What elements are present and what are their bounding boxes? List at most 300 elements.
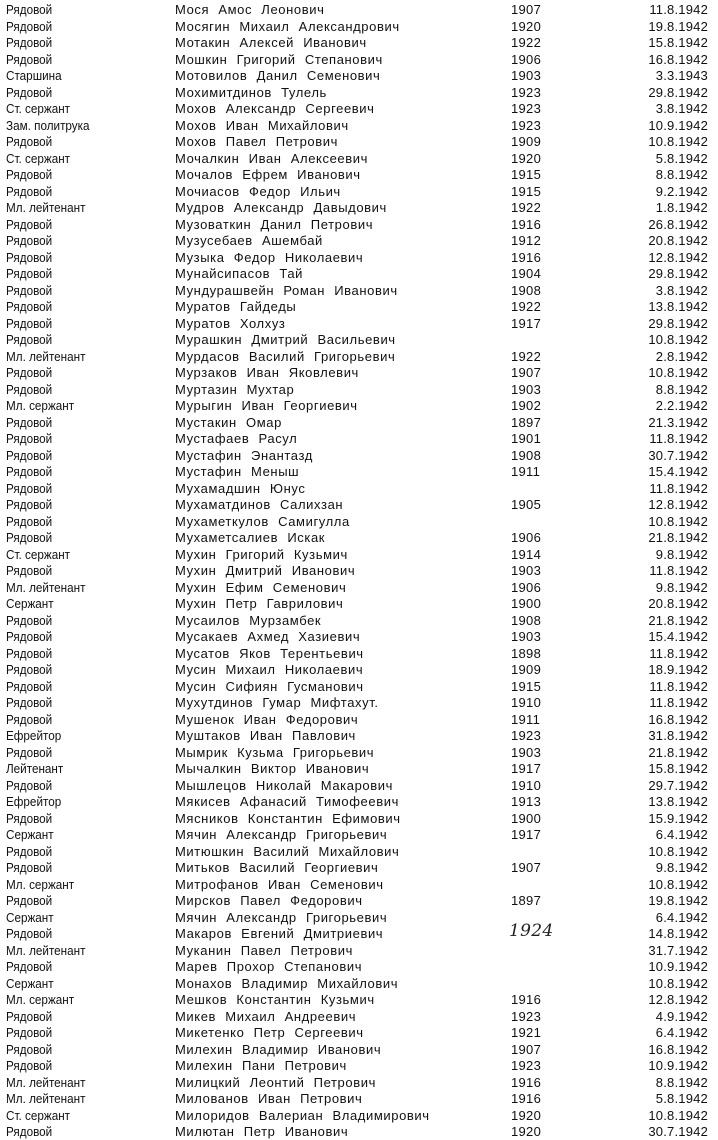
rank-cell: Рядовой: [6, 1058, 53, 1073]
rank-cell: Рядовой: [6, 629, 53, 644]
birth-year-cell: 1913: [511, 794, 542, 809]
list-row: [0, 909, 718, 926]
death-date-cell: 13.8.1942: [648, 794, 708, 809]
name-cell: Мочалов Ефрем Иванович: [175, 167, 361, 182]
rank-cell: Мл. лейтенант: [6, 942, 86, 958]
name-cell: Мохов Александр Сергеевич: [175, 101, 375, 116]
rank-cell: Рядовой: [6, 464, 53, 479]
death-date-cell: 15.8.1942: [648, 761, 708, 776]
list-row: [0, 678, 718, 695]
list-row: [0, 579, 718, 596]
birth-year-cell: 1905: [511, 497, 542, 512]
birth-year-cell: 1914: [511, 546, 542, 562]
list-row: [0, 447, 718, 464]
name-cell: Мочалкин Иван Алексеевич: [175, 150, 368, 166]
list-row: [0, 612, 718, 629]
list-row: [0, 232, 718, 249]
name-cell: Мустакин Омар: [175, 414, 282, 430]
rank-cell: Рядовой: [6, 959, 53, 974]
list-row: [0, 183, 718, 200]
death-date-cell: 3.8.1942: [655, 282, 708, 298]
birth-year-cell: 1911: [511, 711, 541, 727]
birth-year-cell: 1915: [511, 678, 542, 694]
list-row: [0, 975, 718, 992]
death-date-cell: 11.8.1942: [649, 695, 708, 710]
death-date-cell: 10.8.1942: [648, 843, 708, 859]
name-cell: Мухаметкулов Самигулла: [175, 513, 350, 529]
name-cell: Мухаметсалиев Искак: [175, 530, 326, 545]
death-date-cell: 4.9.1942: [655, 1008, 708, 1024]
death-date-cell: 10.9.1942: [648, 959, 708, 974]
rank-cell: Рядовой: [6, 414, 53, 430]
name-cell: Мячин Александр Григорьевич: [175, 827, 388, 842]
name-cell: Мустафин Энантазд: [175, 447, 313, 463]
list-row: [0, 348, 718, 365]
name-cell: Мухин Ефим Семенович: [175, 579, 347, 595]
birth-year-cell: 1912: [511, 233, 542, 248]
death-date-cell: 10.8.1942: [648, 1107, 708, 1123]
name-cell: Мудров Александр Давыдович: [175, 200, 387, 215]
death-date-cell: 10.8.1942: [648, 513, 708, 529]
death-date-cell: 29.8.1942: [648, 315, 708, 331]
rank-cell: Лейтенант: [6, 761, 64, 776]
name-cell: Мышлецов Николай Макарович: [175, 777, 393, 793]
name-cell: Мурзаков Иван Яковлевич: [175, 365, 359, 380]
list-row: [0, 777, 718, 794]
rank-cell: Рядовой: [6, 332, 53, 347]
list-row: [0, 859, 718, 876]
name-cell: Мустафаев Расул: [175, 431, 298, 446]
name-cell: Мусатов Яков Терентьевич: [175, 645, 364, 661]
birth-year-cell: 1907: [511, 2, 542, 17]
birth-year-cell: 1908: [511, 447, 542, 463]
name-cell: Мурашкин Дмитрий Васильевич: [175, 332, 396, 347]
rank-cell: Рядовой: [6, 744, 53, 760]
name-cell: Музусебаев Ашембай: [175, 233, 323, 248]
list-row: [0, 1107, 718, 1124]
death-date-cell: 11.8.1942: [649, 431, 708, 446]
birth-year-cell: 1922: [511, 348, 542, 364]
list-row: [0, 364, 718, 381]
list-row: [0, 876, 718, 893]
name-cell: Мурыгин Иван Георгиевич: [175, 398, 358, 413]
birth-year-cell: 1897: [511, 414, 542, 430]
list-row: [0, 843, 718, 860]
birth-year-cell: 1920: [511, 1107, 542, 1123]
list-row: [0, 430, 718, 447]
birth-year-cell: 1907: [511, 365, 542, 380]
birth-year-cell: 1923: [511, 117, 542, 133]
death-date-cell: 10.8.1942: [648, 975, 708, 991]
list-row: [0, 1057, 718, 1074]
list-row: [0, 480, 718, 497]
list-row: [0, 991, 718, 1008]
list-row: [0, 381, 718, 398]
list-row: [0, 562, 718, 579]
birth-year-cell: 1909: [511, 134, 542, 149]
list-row: [0, 1008, 718, 1025]
name-cell: Мирсков Павел Федорович: [175, 893, 363, 908]
death-date-cell: 10.8.1942: [648, 365, 708, 380]
death-date-cell: 5.8.1942: [655, 150, 708, 166]
birth-year-cell: 1916: [511, 1091, 542, 1106]
name-cell: Мочиасов Федор Ильич: [175, 183, 341, 199]
rank-cell: Рядовой: [6, 249, 53, 265]
death-date-cell: 9.2.1942: [655, 183, 708, 199]
rank-cell: Мл. лейтенант: [6, 579, 86, 595]
death-date-cell: 15.4.1942: [648, 464, 708, 479]
list-row: [0, 810, 718, 827]
name-cell: Митьков Василий Георгиевич: [175, 860, 379, 875]
death-date-cell: 15.9.1942: [648, 810, 708, 826]
name-cell: Музыка Федор Николаевич: [175, 249, 364, 265]
birth-year-cell: 1923: [511, 1008, 542, 1024]
death-date-cell: 16.8.1942: [648, 1041, 708, 1057]
list-row: [0, 513, 718, 530]
list-row: [0, 117, 718, 134]
birth-year-cell: 1908: [511, 612, 542, 628]
list-row: [0, 744, 718, 761]
rank-cell: Рядовой: [6, 497, 53, 512]
rank-cell: Рядовой: [6, 381, 53, 397]
death-date-cell: 26.8.1942: [648, 216, 708, 232]
name-cell: Мохов Павел Петрович: [175, 134, 338, 149]
birth-year-cell: 1911: [511, 464, 541, 479]
death-date-cell: 10.9.1942: [648, 117, 708, 133]
list-row: [0, 921, 718, 942]
list-row: [0, 1024, 718, 1041]
death-date-cell: 31.7.1942: [648, 942, 708, 958]
birth-year-cell: 1922: [511, 299, 542, 314]
death-date-cell: 29.8.1942: [648, 266, 708, 281]
name-cell: Мунайсипасов Тай: [175, 266, 304, 281]
death-date-cell: 9.8.1942: [655, 579, 708, 595]
rank-cell: Ст. сержант: [6, 101, 71, 116]
name-cell: Муратов Гайдеды: [175, 299, 297, 314]
name-cell: Микетенко Петр Сергеевич: [175, 1025, 364, 1040]
death-date-cell: 6.4.1942: [655, 827, 708, 842]
birth-year-cell: 1916: [511, 216, 542, 232]
birth-year-cell: 1923: [511, 1058, 542, 1073]
birth-year-cell: 1906: [511, 51, 542, 67]
name-cell: Мурдасов Василий Григорьевич: [175, 348, 396, 364]
list-row: [0, 1123, 718, 1140]
list-row: [0, 67, 718, 84]
death-date-cell: 8.8.1942: [655, 1074, 708, 1090]
name-cell: Мухутдинов Гумар Мифтахут.: [175, 695, 379, 710]
birth-year-cell: 1904: [511, 266, 542, 281]
death-date-cell: 18.9.1942: [648, 662, 708, 677]
list-row: [0, 265, 718, 282]
rank-cell: Рядовой: [6, 711, 53, 727]
name-cell: Мухин Григорий Кузьмич: [175, 546, 348, 562]
birth-year-cell: 1903: [511, 68, 542, 83]
death-date-cell: 14.8.1942: [648, 926, 708, 941]
list-row: [0, 199, 718, 216]
birth-year-cell: 1909: [511, 662, 542, 677]
list-row: [0, 711, 718, 728]
death-date-cell: 16.8.1942: [648, 51, 708, 67]
name-cell: Мусин Сифиян Гусманович: [175, 678, 364, 694]
list-row: [0, 51, 718, 68]
death-date-cell: 31.8.1942: [648, 728, 708, 743]
rank-cell: Рядовой: [6, 134, 53, 149]
name-cell: Мухин Петр Гаврилович: [175, 596, 344, 611]
death-date-cell: 30.7.1942: [648, 1124, 708, 1139]
death-date-cell: 11.8.1942: [649, 2, 708, 17]
list-row: [0, 661, 718, 678]
birth-year-cell: 1903: [511, 381, 542, 397]
birth-year-cell: 1902: [511, 398, 542, 413]
list-row: [0, 595, 718, 612]
rank-cell: Мл. лейтенант: [6, 1091, 86, 1106]
name-cell: Муштаков Иван Павлович: [175, 728, 356, 743]
rank-cell: Мл. сержант: [6, 876, 75, 892]
death-date-cell: 10.8.1942: [648, 332, 708, 347]
birth-year-cell: 1920: [511, 18, 542, 34]
list-row: [0, 249, 718, 266]
death-date-cell: 10.9.1942: [648, 1058, 708, 1073]
list-row: [0, 727, 718, 744]
rank-cell: Рядовой: [6, 695, 53, 710]
list-row: [0, 1041, 718, 1058]
death-date-cell: 19.8.1942: [648, 893, 708, 908]
name-cell: Муртазин Мухтар: [175, 381, 295, 397]
rank-cell: Рядовой: [6, 530, 53, 545]
death-date-cell: 10.8.1942: [648, 134, 708, 149]
name-cell: Милехин Пани Петрович: [175, 1058, 347, 1073]
death-date-cell: 30.7.1942: [648, 447, 708, 463]
list-row: [0, 414, 718, 431]
name-cell: Мычалкин Виктор Иванович: [175, 761, 370, 776]
rank-cell: Рядовой: [6, 299, 53, 314]
rank-cell: Рядовой: [6, 893, 53, 908]
list-row: [0, 1074, 718, 1091]
list-row: [0, 150, 718, 167]
rank-cell: Сержант: [6, 596, 54, 611]
name-cell: Марев Прохор Степанович: [175, 959, 363, 974]
list-row: [0, 34, 718, 51]
list-row: [0, 496, 718, 513]
rank-cell: Сержант: [6, 975, 54, 991]
list-row: [0, 84, 718, 101]
death-date-cell: 6.4.1942: [655, 1025, 708, 1040]
death-date-cell: 6.4.1942: [655, 909, 708, 925]
death-date-cell: 16.8.1942: [648, 711, 708, 727]
birth-year-cell: 1920: [511, 1124, 542, 1139]
rank-cell: Мл. сержант: [6, 992, 75, 1007]
death-date-cell: 11.8.1942: [649, 563, 708, 578]
rank-cell: Рядовой: [6, 315, 53, 331]
birth-year-cell: 1900: [511, 810, 542, 826]
rank-cell: Мл. лейтенант: [6, 348, 86, 364]
birth-year-cell: 1920: [511, 150, 542, 166]
list-row: [0, 645, 718, 662]
list-row: [0, 942, 718, 959]
death-date-cell: 12.8.1942: [648, 992, 708, 1007]
name-cell: Музоваткин Данил Петрович: [175, 216, 374, 232]
death-date-cell: 21.8.1942: [648, 530, 708, 545]
death-date-cell: 20.8.1942: [648, 233, 708, 248]
rank-cell: Рядовой: [6, 266, 53, 281]
birth-year-cell: 1921: [511, 1025, 542, 1040]
birth-year-cell: 1898: [511, 645, 542, 661]
name-cell: Митюшкин Василий Михайлович: [175, 843, 400, 859]
rank-cell: Рядовой: [6, 678, 53, 694]
death-date-cell: 29.7.1942: [648, 777, 708, 793]
rank-cell: Ст. сержант: [6, 150, 71, 166]
birth-year-cell: 1923: [511, 728, 542, 743]
rank-cell: Рядовой: [6, 662, 53, 677]
rank-cell: Рядовой: [6, 35, 53, 50]
name-cell: Муратов Холхуз: [175, 315, 286, 331]
name-cell: Мохов Иван Михайлович: [175, 117, 349, 133]
rank-cell: Рядовой: [6, 84, 53, 100]
name-cell: Мушенок Иван Федорович: [175, 711, 359, 727]
rank-cell: Рядовой: [6, 926, 53, 941]
birth-year-cell: 1906: [511, 530, 542, 545]
rank-cell: Сержант: [6, 909, 54, 925]
death-date-cell: 8.8.1942: [655, 167, 708, 182]
rank-cell: Рядовой: [6, 18, 53, 34]
list-row: [0, 133, 718, 150]
birth-year-cell: 1923: [511, 101, 542, 116]
name-cell: Мустафин Меныш: [175, 464, 300, 479]
list-row: [0, 397, 718, 414]
list-row: [0, 760, 718, 777]
birth-year-cell: 1908: [511, 282, 542, 298]
name-cell: Милехин Владимир Иванович: [175, 1041, 382, 1057]
list-row: [0, 1, 718, 18]
name-cell: Мусакаев Ахмед Хазиевич: [175, 629, 361, 644]
list-row: [0, 628, 718, 645]
death-date-cell: 29.8.1942: [648, 84, 708, 100]
death-date-cell: 21.8.1942: [648, 744, 708, 760]
death-date-cell: 10.8.1942: [648, 876, 708, 892]
handwritten-year: 1924: [509, 921, 554, 941]
birth-year-cell: 1897: [511, 893, 542, 908]
list-row: [0, 826, 718, 843]
name-cell: Мякисев Афанасий Тимофеевич: [175, 794, 399, 809]
name-cell: Мохимитдинов Тулель: [175, 84, 327, 100]
name-cell: Мошкин Григорий Степанович: [175, 51, 383, 67]
birth-year-cell: 1907: [511, 1041, 542, 1057]
name-cell: Милютан Петр Иванович: [175, 1124, 349, 1139]
birth-year-cell: 1922: [511, 35, 542, 50]
list-row: [0, 958, 718, 975]
death-date-cell: 21.3.1942: [648, 414, 708, 430]
name-cell: Микев Михаил Андреевич: [175, 1008, 357, 1024]
name-cell: Митрофанов Иван Семенович: [175, 876, 384, 892]
rank-cell: Рядовой: [6, 480, 53, 496]
list-row: [0, 331, 718, 348]
name-cell: Мухин Дмитрий Иванович: [175, 563, 356, 578]
list-row: [0, 694, 718, 711]
death-date-cell: 20.8.1942: [648, 596, 708, 611]
death-date-cell: 13.8.1942: [648, 299, 708, 314]
death-date-cell: 3.3.1943: [655, 68, 708, 83]
death-date-cell: 9.8.1942: [655, 860, 708, 875]
birth-year-cell: 1900: [511, 596, 542, 611]
name-cell: Мясников Константин Ефимович: [175, 810, 401, 826]
rank-cell: Ефрейтор: [6, 794, 62, 809]
death-date-cell: 12.8.1942: [648, 249, 708, 265]
rank-cell: Рядовой: [6, 563, 53, 578]
birth-year-cell: 1917: [511, 761, 542, 776]
rank-cell: Рядовой: [6, 282, 53, 298]
rank-cell: Рядовой: [6, 1008, 53, 1024]
death-date-cell: 11.8.1942: [649, 678, 708, 694]
name-cell: Мымрик Кузьма Григорьевич: [175, 744, 375, 760]
death-date-cell: 12.8.1942: [648, 497, 708, 512]
death-date-cell: 2.2.1942: [655, 398, 708, 413]
birth-year-cell: 1922: [511, 200, 542, 215]
death-date-cell: 15.8.1942: [648, 35, 708, 50]
birth-year-cell: 1915: [511, 167, 542, 182]
birth-year-cell: 1923: [511, 84, 542, 100]
death-date-cell: 9.8.1942: [655, 546, 708, 562]
death-date-cell: 11.8.1942: [649, 645, 708, 661]
name-cell: Муканин Павел Петрович: [175, 942, 353, 958]
birth-year-cell: 1910: [511, 695, 542, 710]
birth-year-cell: 1916: [511, 1074, 542, 1090]
rank-cell: Рядовой: [6, 365, 53, 380]
name-cell: Мундурашвейн Роман Иванович: [175, 282, 398, 298]
death-date-cell: 19.8.1942: [648, 18, 708, 34]
list-row: [0, 1090, 718, 1107]
death-date-cell: 11.8.1942: [649, 480, 708, 496]
list-row: [0, 18, 718, 35]
list-row: [0, 282, 718, 299]
birth-year-cell: 1903: [511, 744, 542, 760]
death-date-cell: 5.8.1942: [655, 1091, 708, 1106]
name-cell: Мосягин Михаил Александрович: [175, 18, 400, 34]
death-date-cell: 2.8.1942: [655, 348, 708, 364]
birth-year-cell: 1917: [511, 827, 542, 842]
death-date-cell: 1.8.1942: [655, 200, 708, 215]
rank-cell: Рядовой: [6, 2, 53, 17]
rank-cell: Рядовой: [6, 1041, 53, 1057]
name-cell: Мухамадшин Юнус: [175, 480, 306, 496]
rank-cell: Рядовой: [6, 431, 53, 446]
birth-year-cell: 1915: [511, 183, 542, 199]
list-row: [0, 166, 718, 183]
rank-cell: Ефрейтор: [6, 728, 62, 743]
rank-cell: Рядовой: [6, 216, 53, 232]
birth-year-cell: 1903: [511, 563, 542, 578]
death-date-cell: 15.4.1942: [648, 629, 708, 644]
rank-cell: Рядовой: [6, 860, 53, 875]
name-cell: Мотовилов Данил Семенович: [175, 68, 381, 83]
death-date-cell: 21.8.1942: [648, 612, 708, 628]
name-cell: Милоридов Валериан Владимирович: [175, 1107, 430, 1123]
rank-cell: Ст. сержант: [6, 546, 71, 562]
list-row: [0, 298, 718, 315]
list-row: [0, 892, 718, 909]
list-row: [0, 546, 718, 563]
rank-cell: Рядовой: [6, 1124, 53, 1139]
rank-cell: Мл. сержант: [6, 398, 75, 413]
name-cell: Мухаматдинов Салихзан: [175, 497, 344, 512]
birth-year-cell: 1907: [511, 860, 542, 875]
rank-cell: Рядовой: [6, 777, 53, 793]
name-cell: Макаров Евгений Дмитриевич: [175, 926, 384, 941]
death-date-cell: 3.8.1942: [655, 101, 708, 116]
rank-cell: Мл. лейтенант: [6, 1074, 86, 1090]
list-row: [0, 100, 718, 117]
rank-cell: Ст. сержант: [6, 1107, 71, 1123]
name-cell: Мотакин Алексей Иванович: [175, 35, 367, 50]
